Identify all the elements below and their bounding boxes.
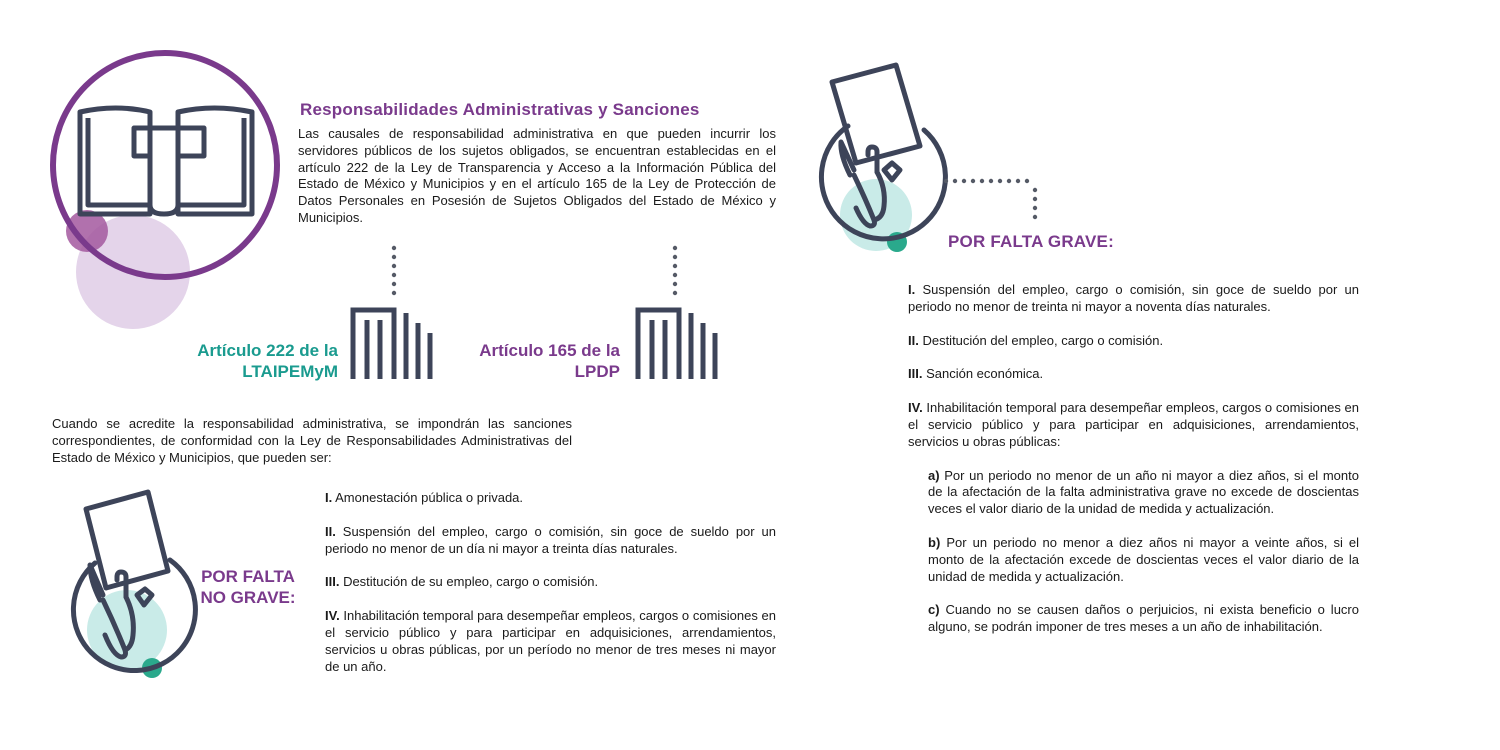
sub-list-item — [928, 535, 1359, 585]
intro-paragraph: Las causales de responsabilidad administrativa en que pueden incurrir los servidores públicos de los sujetos obligados, se encuentran establecidas en el artículo 222 de la Ley de Transparencia y Acceso a la Información Pública del Estado de México y Municipios y en el artículo 165 de la Ley de Protección de Datos Personales en Posesión de Sujetos Obligados del Estado de México y Municipios. — [298, 126, 776, 225]
item-number: I. — [325, 490, 333, 505]
item-text: Sanción económica. — [922, 366, 1044, 382]
item-number: c) — [928, 602, 940, 618]
grave-sanctions-list — [908, 282, 1359, 653]
page-title: Responsabilidades Administrativas y Sanciones — [300, 100, 700, 119]
article-165-line1: Artículo 165 de la — [479, 341, 620, 360]
article-222-line2: LTAIPEMyM — [242, 362, 338, 381]
sub-list-item — [928, 468, 1359, 518]
item-text: Inhabilitación temporal para desempeñar empleos, cargos o comisiones en el servicio público y para participar en adquisiciones, arrendamientos, servicios u obras públicas, por un período no menor de tres meses ni mayor de un año. — [325, 608, 776, 674]
item-number: I. — [908, 282, 916, 297]
item-number: III. — [325, 574, 340, 590]
no-grave-title-line1: POR FALTA — [201, 567, 295, 586]
item-text: Suspensión del empleo, cargo o comisión, sin goce de sueldo por un periodo no menor de treinta ni mayor a noventa días naturales. — [908, 282, 1359, 314]
item-text: Destitución del empleo, cargo o comisión. — [918, 332, 1164, 348]
item-number: II. — [908, 332, 919, 348]
hand-card-icon — [55, 485, 195, 685]
item-number: b) — [928, 534, 941, 550]
no-grave-sanctions-list — [325, 490, 776, 692]
item-text: Inhabilitación temporal para desempeñar empleos, cargos o comisiones en el servicio público y para participar en adquisiciones, arrendamientos, servicios u obras públicas: — [908, 400, 1359, 449]
item-text: Por un periodo no menor de un año ni mayor a diez años, si el monto de la afectación de la falta administrativa grave no excede de doscientas veces el valor diario de la unidad de medida y actualización. — [928, 467, 1359, 517]
list-item — [325, 524, 776, 558]
list-item — [908, 282, 1359, 316]
item-text: Cuando no se causen daños o perjuicios, ni exista beneficio o lucro alguno, se podrán imponer de tres meses a un año de inhabilitación. — [928, 602, 1359, 635]
columns-icon — [350, 305, 440, 385]
law-book-gavel-icon — [0, 0, 300, 300]
article-165-label — [440, 340, 620, 382]
dotted-connector-165 — [671, 240, 681, 300]
sanctions-intro: Cuando se acredite la responsabilidad administrativa, se impondrán las sanciones correspondientes, de conformidad con la Ley de Responsabilidades Administrativas del Estado de México y Municipios, que pueden ser: — [52, 416, 572, 465]
list-item — [325, 574, 776, 591]
sub-list-item — [928, 602, 1359, 636]
no-grave-title — [192, 566, 304, 608]
columns-icon — [635, 305, 725, 385]
list-item — [908, 333, 1359, 350]
no-grave-title-line2: NO GRAVE: — [200, 588, 296, 607]
item-text: Destitución de su empleo, cargo o comisión. — [339, 574, 599, 590]
dotted-connector-grave — [940, 174, 1040, 224]
hand-card-icon — [808, 60, 948, 260]
article-165-line2: LPDP — [574, 362, 620, 381]
item-number: IV. — [908, 400, 923, 416]
list-item — [325, 608, 776, 675]
item-number: IV. — [325, 608, 340, 624]
item-number: a) — [928, 467, 940, 483]
item-text: Amonestación pública o privada. — [332, 490, 524, 505]
list-item — [908, 400, 1359, 450]
item-text: Por un periodo no menor a diez años ni mayor a veinte años, si el monto de la afectación excede de doscientas veces el valor diario de la unidad de medida y actualización. — [928, 534, 1359, 584]
list-item — [908, 366, 1359, 383]
list-item — [325, 490, 776, 507]
article-222-label — [150, 340, 338, 382]
item-number: II. — [325, 523, 336, 539]
item-number: III. — [908, 366, 923, 382]
item-text: Suspensión del empleo, cargo o comisión, sin goce de sueldo por un periodo no menor de un día ni mayor a treinta días naturales. — [325, 523, 776, 556]
article-222-line1: Artículo 222 de la — [197, 341, 338, 360]
dotted-connector-222 — [390, 240, 400, 300]
grave-title: POR FALTA GRAVE: — [948, 232, 1114, 251]
